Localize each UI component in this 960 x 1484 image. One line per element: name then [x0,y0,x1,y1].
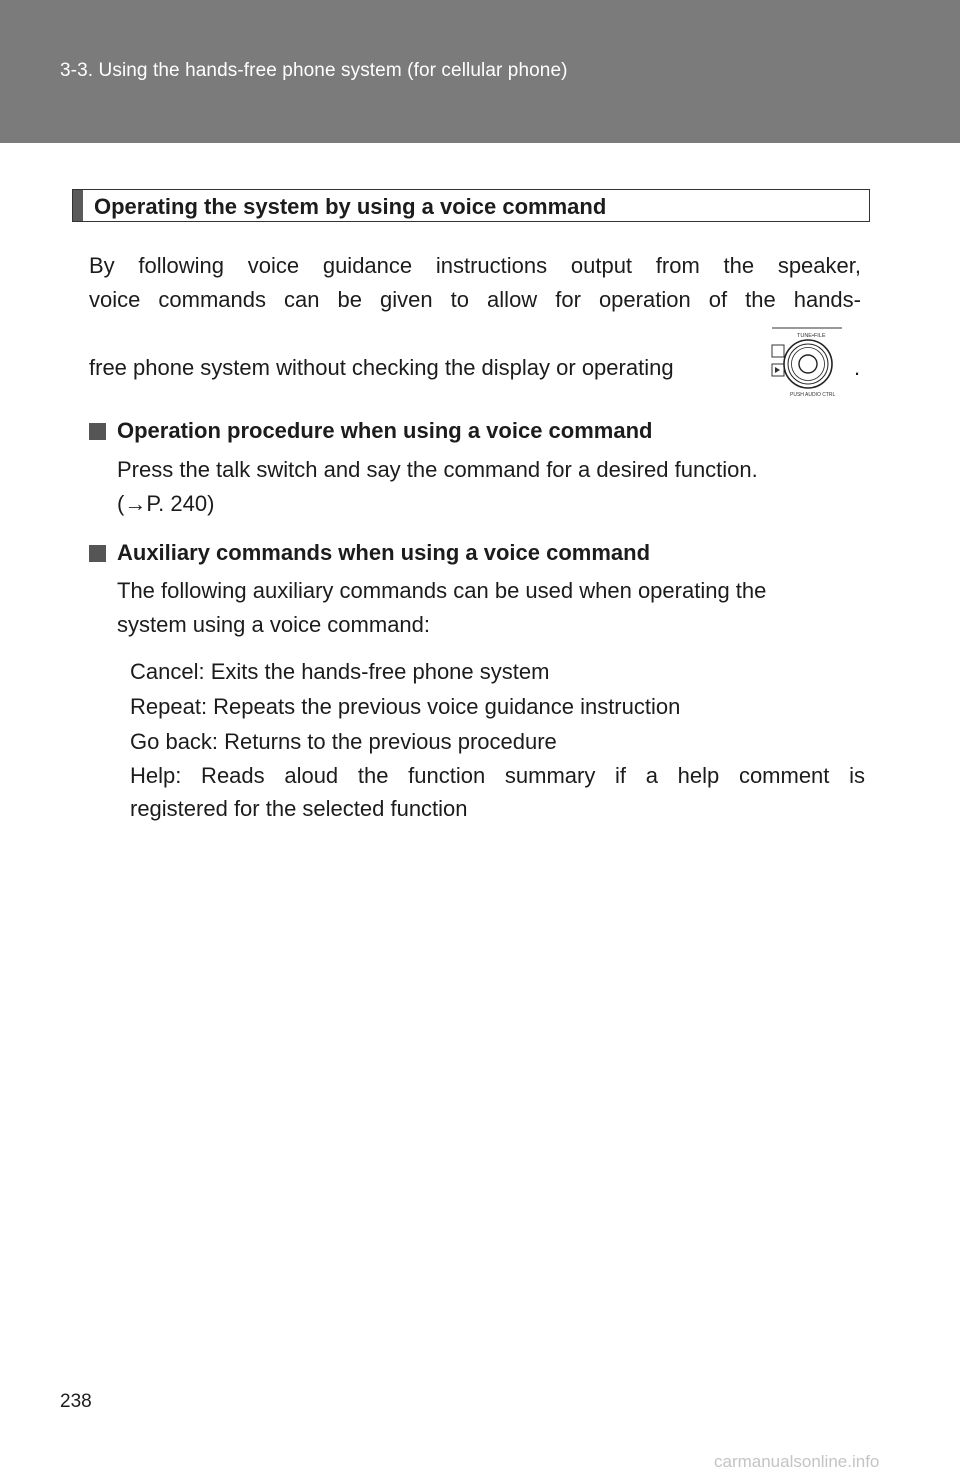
intro-line-3-period: . [854,355,861,380]
section-marker [73,190,83,221]
auxiliary-heading: Auxiliary commands when using a voice command [117,540,651,565]
operation-text-line-1: Press the talk switch and say the command for a desired function. [117,457,758,482]
bullet-square-icon [89,545,106,562]
intro-line-3: free phone system without checking the display or operating [89,355,674,380]
operation-heading: Operation procedure when using a voice command [117,418,653,443]
command-repeat: Repeat: Repeats the previous voice guidance instruction [130,694,681,719]
auxiliary-text-line-1: The following auxiliary commands can be used when operating the [117,578,767,603]
knob-label-bottom: PUSH AUDIO CTRL [790,392,836,398]
command-help-continued: registered for the selected function [130,796,468,821]
auxiliary-text-line-2: system using a voice command: [117,612,431,637]
intro-line-1: By following voice guidance instructions output from the speaker, [89,253,861,278]
command-help: Help: Reads aloud the function summary if a help comment is [130,763,865,788]
section-title: Operating the system by using a voice command [94,194,607,219]
command-cancel: Cancel: Exits the hands-free phone system [130,659,550,684]
knob-label-top: TUNE•FILE [797,333,826,339]
tune-file-knob-icon [768,323,844,399]
header-bar [0,0,960,143]
section-heading-box [72,189,870,222]
header-title: 3-3. Using the hands-free phone system (for cellular phone) [60,60,568,81]
intro-line-2: voice commands can be given to allow for operation of the hands- [89,287,861,312]
watermark: carmanualsonline.info [714,1452,880,1471]
operation-text-line-2: (→P. 240) [117,491,215,516]
page-number: 238 [60,1391,92,1412]
command-go-back: Go back: Returns to the previous procedure [130,729,557,754]
bullet-square-icon [89,423,106,440]
